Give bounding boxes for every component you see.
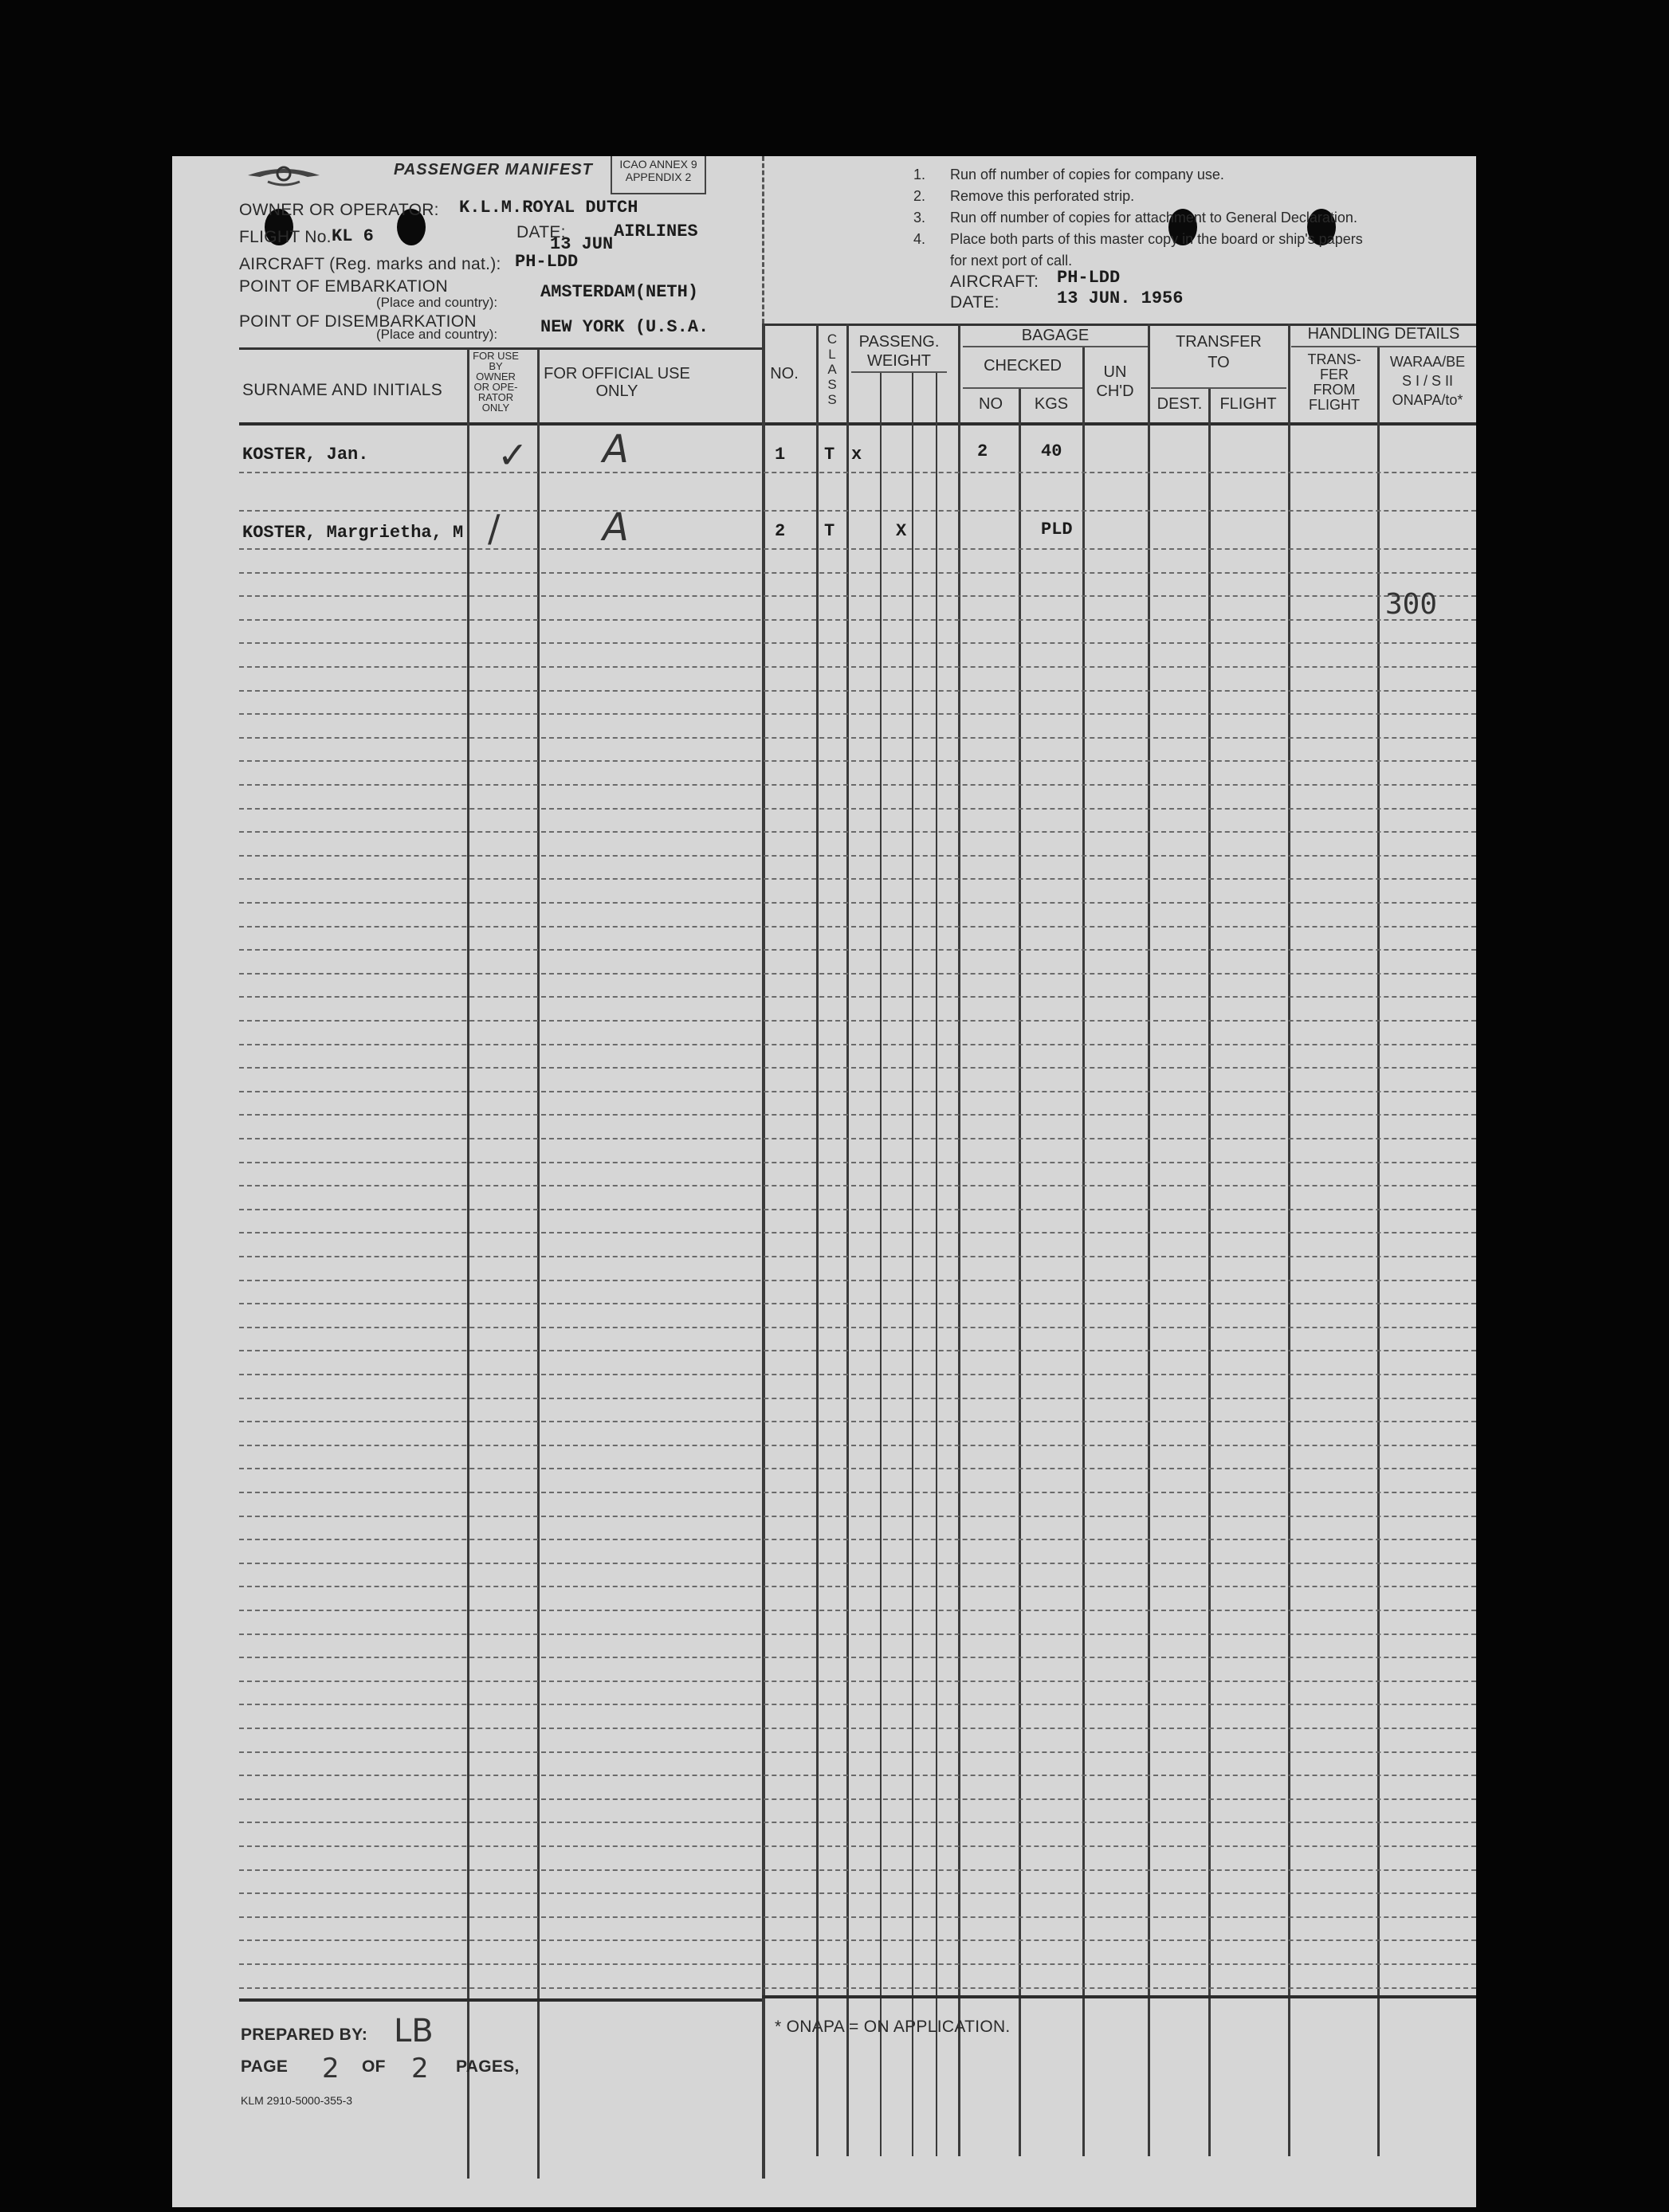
col-checked: CHECKED bbox=[984, 357, 1062, 375]
row-rule bbox=[239, 1751, 1476, 1753]
col-divider bbox=[816, 324, 819, 2156]
col-bagage: BAGAGE bbox=[1021, 327, 1090, 344]
of-label: OF bbox=[362, 2057, 386, 2076]
col-divider bbox=[1288, 324, 1290, 2156]
row-rule bbox=[239, 1350, 1476, 1351]
passenger-class: T bbox=[824, 445, 835, 465]
row-rule bbox=[239, 1398, 1476, 1399]
passenger-name: KOSTER, Margrietha, M bbox=[242, 523, 464, 543]
disembark-value: NEW YORK (U.S.A. bbox=[540, 317, 709, 337]
instruction-2: 2. Remove this perforated strip. bbox=[913, 188, 1135, 204]
row-rule bbox=[239, 784, 1476, 786]
instruction-1: 1. Run off number of copies for company use. bbox=[913, 167, 1224, 182]
col-checked-kgs: KGS bbox=[1034, 395, 1069, 413]
flight-label: FLIGHT No. bbox=[239, 228, 332, 246]
row-rule bbox=[239, 737, 1476, 739]
row-rule bbox=[239, 1067, 1476, 1069]
icao-box bbox=[611, 156, 706, 194]
col-flight: FLIGHT bbox=[1219, 395, 1277, 413]
col-divider bbox=[880, 373, 882, 2156]
bag-kgs: 40 bbox=[1041, 441, 1062, 461]
row-rule bbox=[239, 1492, 1476, 1493]
owner-value: K.L.M.ROYAL DUTCH bbox=[459, 198, 638, 218]
row-rule bbox=[239, 1963, 1476, 1965]
row-rule bbox=[239, 1044, 1476, 1045]
row-rule bbox=[239, 1162, 1476, 1163]
embark-value: AMSTERDAM(NETH) bbox=[540, 282, 699, 302]
row-rule bbox=[239, 1445, 1476, 1446]
date-label: DATE: bbox=[516, 223, 566, 241]
col-weight: WEIGHT bbox=[867, 352, 931, 370]
row-rule bbox=[239, 902, 1476, 904]
row-rule bbox=[239, 472, 1476, 473]
bag-count: 2 bbox=[977, 441, 988, 461]
page-label: PAGE bbox=[241, 2057, 289, 2076]
col-divider bbox=[1148, 324, 1150, 2156]
row-rule bbox=[239, 1775, 1476, 1776]
disembark-sub: (Place and country): bbox=[376, 327, 498, 342]
row-rule bbox=[239, 1374, 1476, 1375]
official-mark: A bbox=[603, 505, 629, 550]
instr-date-value: 13 JUN. 1956 bbox=[1057, 288, 1184, 308]
col-official: FOR OFFICIAL USE ONLY bbox=[544, 365, 690, 400]
row-rule bbox=[239, 1916, 1476, 1918]
form-code: KLM 2910-5000-355-3 bbox=[241, 2094, 353, 2107]
col-passeng: PASSENG. bbox=[858, 333, 940, 351]
row-rule bbox=[239, 878, 1476, 880]
col-divider bbox=[1019, 389, 1021, 2156]
row-rule bbox=[239, 831, 1476, 833]
col-divider bbox=[1208, 389, 1211, 2156]
passenger-no: 1 bbox=[775, 445, 786, 465]
row-rule bbox=[239, 1280, 1476, 1281]
disembark-label: POINT OF DISEMBARKATION bbox=[239, 312, 477, 331]
weight-divider bbox=[851, 371, 947, 373]
col-waraa: WARAA/BE S I / S II ONAPA/to* bbox=[1389, 354, 1466, 408]
row-rule bbox=[239, 1114, 1476, 1116]
instruction-4-cont: for next port of call. bbox=[950, 253, 1073, 269]
row-rule bbox=[239, 548, 1476, 550]
date-value: 13 JUN bbox=[550, 234, 614, 254]
row-rule bbox=[239, 1869, 1476, 1871]
instr-aircraft-label: AIRCRAFT: bbox=[950, 273, 1039, 291]
pages-label: PAGES, bbox=[456, 2057, 520, 2076]
col-handling: HANDLING DETAILS bbox=[1307, 325, 1460, 343]
passenger-name: KOSTER, Jan. bbox=[242, 445, 369, 465]
row-rule bbox=[239, 1939, 1476, 1941]
row-rule bbox=[239, 1327, 1476, 1328]
col-to: TO bbox=[1208, 354, 1230, 371]
row-rule bbox=[239, 1634, 1476, 1635]
owner-label: OWNER OR OPERATOR: bbox=[239, 201, 439, 219]
handling-divider bbox=[1291, 346, 1476, 347]
row-rule bbox=[239, 1822, 1476, 1823]
instruction-3: 3. Run off number of copies for attachment to General Declaration. bbox=[913, 210, 1357, 226]
row-rule bbox=[239, 1728, 1476, 1729]
bagage-divider bbox=[963, 346, 1148, 347]
row-rule bbox=[239, 1610, 1476, 1611]
row-rule bbox=[239, 510, 1476, 512]
row-rule bbox=[239, 595, 1476, 597]
row-rule bbox=[239, 1987, 1476, 1989]
col-no: NO. bbox=[770, 365, 799, 382]
row-rule bbox=[239, 690, 1476, 692]
owner-check-mark: / bbox=[488, 507, 501, 550]
col-unchd-1: UN bbox=[1103, 363, 1127, 381]
row-rule bbox=[239, 1232, 1476, 1233]
row-rule bbox=[239, 642, 1476, 644]
row-rule bbox=[239, 1586, 1476, 1587]
col-class: CLASS bbox=[827, 331, 838, 407]
col-unchd-2: CH'D bbox=[1096, 382, 1134, 400]
col-surname: SURNAME AND INITIALS bbox=[242, 381, 443, 399]
col-divider bbox=[846, 324, 849, 2156]
row-rule bbox=[239, 855, 1476, 857]
prepared-label: PREPARED BY: bbox=[241, 2026, 368, 2044]
perforation-line bbox=[762, 156, 764, 324]
flight-value: KL 6 bbox=[332, 226, 374, 246]
footer-top-border-right bbox=[762, 1995, 1476, 1998]
embark-sub: (Place and country): bbox=[376, 295, 498, 310]
row-rule bbox=[239, 973, 1476, 975]
row-rule bbox=[239, 1303, 1476, 1304]
row-rule bbox=[239, 1657, 1476, 1658]
owner-check-mark: ✓ bbox=[497, 433, 528, 477]
row-rule bbox=[239, 1539, 1476, 1540]
row-rule bbox=[239, 1185, 1476, 1186]
col-divider bbox=[958, 324, 960, 2156]
col-divider bbox=[762, 324, 765, 2179]
row-rule bbox=[239, 1256, 1476, 1257]
row-rule bbox=[239, 1209, 1476, 1210]
row-rule bbox=[239, 1563, 1476, 1564]
row-rule bbox=[239, 1020, 1476, 1022]
klm-crown-logo-icon bbox=[244, 161, 324, 188]
icao-annex: ICAO ANNEX 9 bbox=[619, 158, 697, 171]
row-rule bbox=[239, 619, 1476, 621]
col-transfer: TRANSFER bbox=[1176, 333, 1262, 351]
col-checked-no: NO bbox=[979, 395, 1003, 413]
manifest-title: PASSENGER MANIFEST bbox=[394, 161, 593, 178]
row-rule bbox=[239, 1892, 1476, 1894]
row-rule bbox=[239, 1138, 1476, 1139]
col-divider bbox=[537, 349, 540, 2179]
checked-divider bbox=[963, 387, 1082, 389]
row-rule bbox=[239, 996, 1476, 998]
airlines-value: AIRLINES bbox=[614, 222, 698, 241]
embark-label: POINT OF EMBARKATION bbox=[239, 277, 448, 296]
col-transfer-from: TRANS- FER FROM FLIGHT bbox=[1307, 351, 1361, 413]
col-dest: DEST. bbox=[1157, 395, 1203, 413]
bag-kgs: PLD bbox=[1041, 520, 1073, 539]
onapa-note: * ONAPA = ON APPLICATION. bbox=[775, 2018, 1011, 2036]
row-rule bbox=[239, 1516, 1476, 1517]
aircraft-label: AIRCRAFT (Reg. marks and nat.): bbox=[239, 255, 501, 273]
row-rule bbox=[239, 713, 1476, 715]
row-rule bbox=[239, 666, 1476, 668]
row-rule bbox=[239, 1468, 1476, 1469]
row-rule bbox=[239, 1681, 1476, 1682]
row-rule bbox=[239, 1798, 1476, 1800]
row-rule bbox=[239, 1845, 1476, 1847]
appendix: APPENDIX 2 bbox=[625, 171, 692, 183]
footer-top-border bbox=[239, 1998, 762, 2002]
official-mark: A bbox=[603, 427, 629, 472]
instr-aircraft-value: PH-LDD bbox=[1057, 268, 1121, 288]
row-rule bbox=[239, 949, 1476, 951]
passenger-weight-mark: X bbox=[896, 521, 907, 541]
instruction-4: 4. Place both parts of this master copy in the board or ship's papers bbox=[913, 231, 1363, 247]
passenger-weight-mark: x bbox=[851, 445, 862, 465]
header-bottom-border bbox=[239, 422, 1476, 426]
row-rule bbox=[239, 926, 1476, 928]
transfer-divider bbox=[1151, 387, 1286, 389]
row-rule bbox=[239, 572, 1476, 574]
page-number: 2 bbox=[322, 2053, 340, 2085]
col-divider bbox=[912, 373, 913, 2156]
row-rule bbox=[239, 760, 1476, 762]
passenger-class: T bbox=[824, 521, 835, 541]
instructions-list bbox=[913, 164, 1363, 272]
manifest-sheet bbox=[172, 156, 1476, 2207]
col-divider bbox=[936, 373, 937, 2156]
col-divider bbox=[467, 349, 469, 2179]
aircraft-value: PH-LDD bbox=[515, 252, 579, 272]
total-pages: 2 bbox=[411, 2053, 429, 2085]
prepared-value: LB bbox=[394, 2013, 434, 2049]
row-rule bbox=[239, 1091, 1476, 1092]
handling-note: 300 bbox=[1385, 588, 1438, 621]
row-rule bbox=[239, 1421, 1476, 1422]
row-rule bbox=[239, 808, 1476, 810]
col-owner-use: FOR USE BY OWNER OR OPE- RATOR ONLY bbox=[473, 350, 519, 414]
row-rule bbox=[239, 1704, 1476, 1705]
passenger-no: 2 bbox=[775, 521, 786, 541]
instr-date-label: DATE: bbox=[950, 293, 999, 312]
